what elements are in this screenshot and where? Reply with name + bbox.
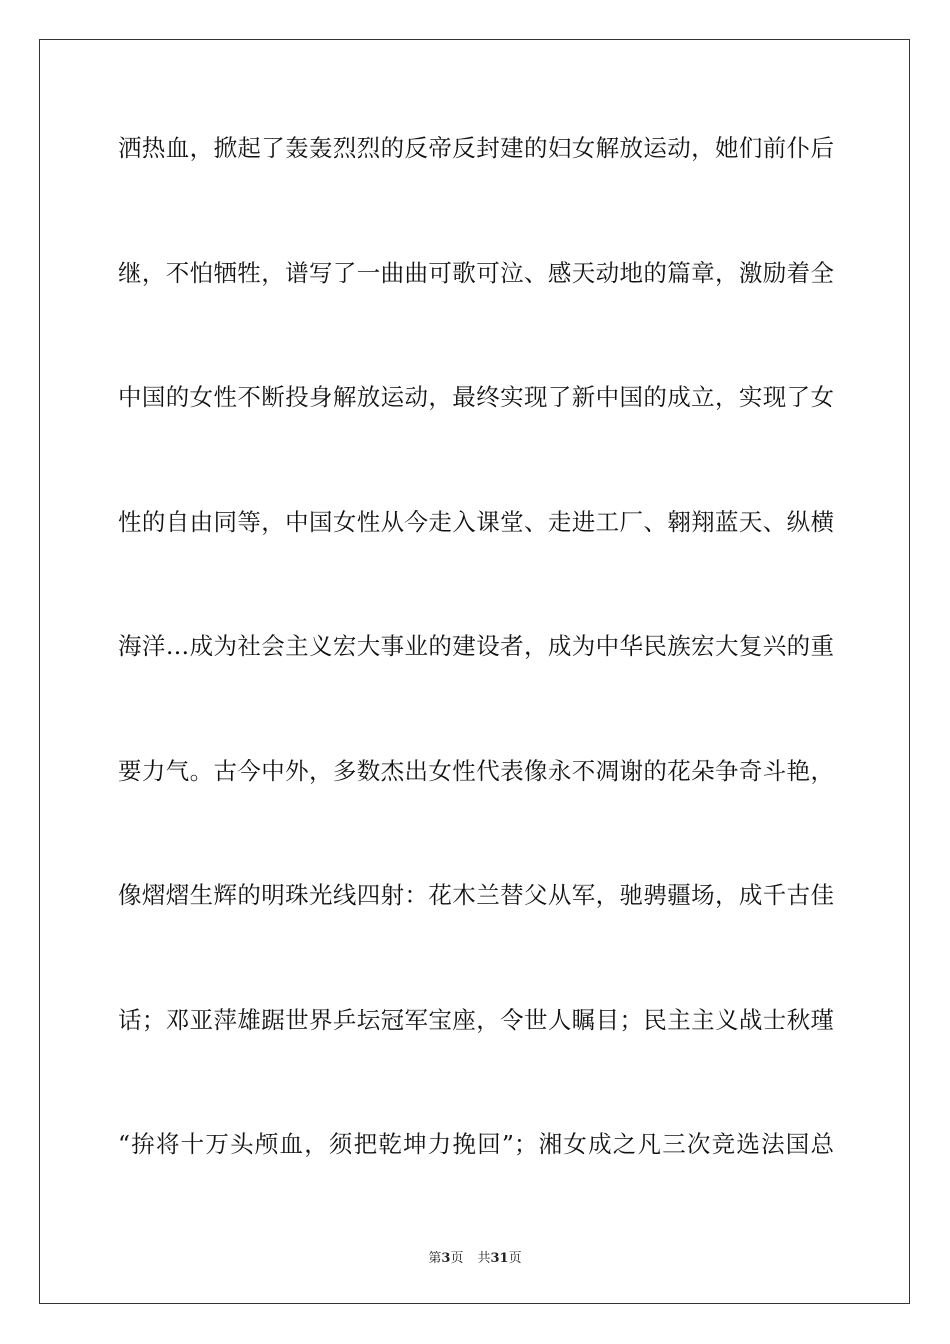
page-label-suffix: 页 xyxy=(450,1251,464,1266)
text-line: 中国的女性不断投身解放运动，最终实现了新中国的成立，实现了女 xyxy=(118,383,834,411)
text-line: 洒热血，掀起了轰轰烈烈的反帝反封建的妇女解放运动，她们前仆后 xyxy=(118,134,834,162)
total-label-prefix: 共 xyxy=(477,1251,491,1266)
page-footer xyxy=(0,1250,950,1268)
total-label-suffix: 页 xyxy=(508,1251,522,1266)
document-body xyxy=(118,128,834,1249)
page-label-prefix: 第 xyxy=(428,1251,442,1266)
text-line: “拚将十万头颅血，须把乾坤力挽回”；湘女成之凡三次竞选法国总 xyxy=(118,1130,834,1158)
current-page-number: 3 xyxy=(441,1251,451,1266)
text-line: 海洋…成为社会主义宏大事业的建设者，成为中华民族宏大复兴的重 xyxy=(118,632,834,660)
text-line: 话；邓亚萍雄踞世界乒坛冠军宝座，令世人瞩目；民主主义战士秋瑾 xyxy=(118,1005,834,1034)
text-line: 要力气。古今中外，多数杰出女性代表像永不凋谢的花朵争奇斗艳， xyxy=(118,756,834,785)
text-line: 性的自由同等，中国女性从今走入课堂、走进工厂、翱翔蓝天、纵横 xyxy=(118,507,834,536)
text-line: 继，不怕牺牲，谱写了一曲曲可歌可泣、感天动地的篇章，激励着全 xyxy=(118,258,834,287)
text-line: 像熠熠生辉的明珠光线四射：花木兰替父从军，驰骋疆场，成千古佳 xyxy=(118,881,834,909)
total-page-count: 31 xyxy=(490,1251,509,1266)
